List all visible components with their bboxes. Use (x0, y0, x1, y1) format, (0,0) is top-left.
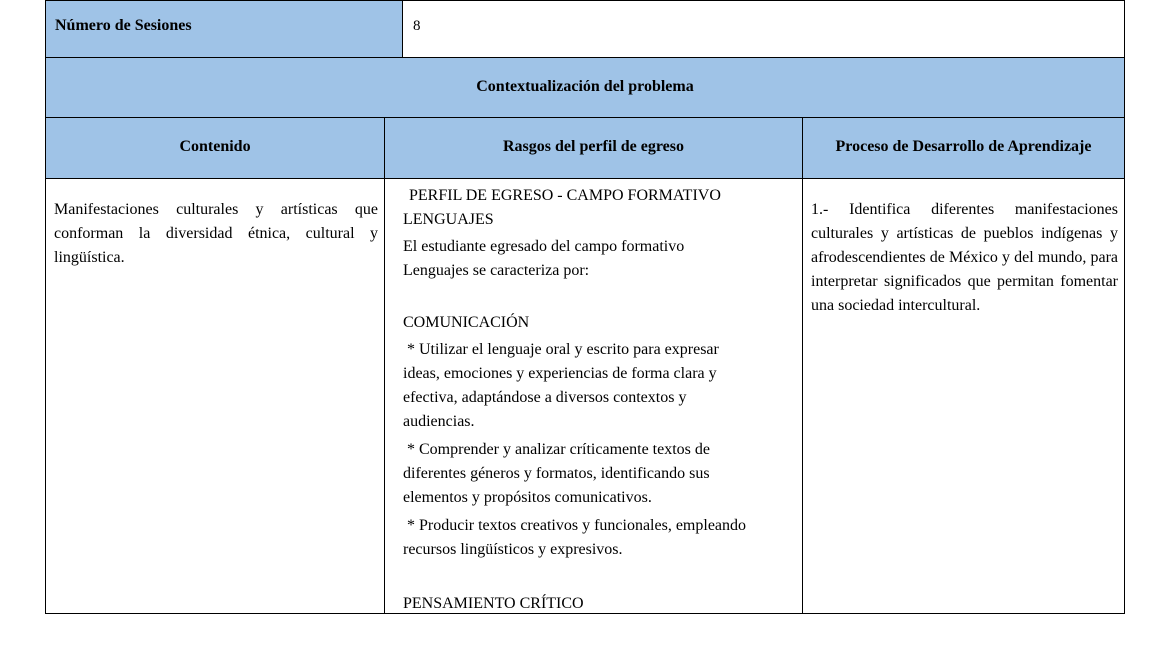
bullet3-line2: recursos lingüísticos y expresivos. (403, 541, 623, 558)
contenido-cell (46, 179, 384, 614)
section-title: Contextualización del problema (46, 58, 1124, 118)
sessions-label: Número de Sesiones (46, 1, 402, 58)
section-title-row (45, 58, 1125, 118)
rasgos-intro-line2: Lenguajes se caracteriza por: (403, 262, 590, 279)
sessions-row (45, 0, 1125, 58)
contenido-text: Manifestaciones culturales y artísticas que conforman la diversidad étnica, cultural y lingüística. (54, 201, 378, 266)
comunicacion-title: COMUNICACIÓN (403, 314, 530, 331)
header-row (45, 118, 1125, 179)
bullet1-line2: ideas, emociones y experiencias de forma clara y (403, 365, 717, 382)
header-rasgos: Rasgos del perfil de egreso (384, 118, 802, 179)
rasgos-heading-line1: PERFIL DE EGRESO - CAMPO FORMATIVO (405, 187, 721, 204)
header-contenido: Contenido (46, 118, 384, 179)
sessions-value: 8 (402, 1, 1124, 58)
bullet2-line1: * Comprender y analizar críticamente textos de (403, 441, 710, 458)
rasgos-heading-line2: LENGUAJES (403, 211, 494, 228)
rasgos-cell (384, 179, 802, 614)
proceso-cell (802, 179, 1124, 614)
bullet2-line3: elementos y propósitos comunicativos. (403, 489, 652, 506)
bullet3-line1: * Producir textos creativos y funcionales, empleando (403, 517, 747, 534)
proceso-text: 1.- Identifica diferentes manifestaciones culturales y artísticas de pueblos indígenas y afrodescendientes de México y del mundo, para interpretar significados que permitan fomentar una sociedad intercultural. (811, 201, 1118, 314)
bullet2-line2: diferentes géneros y formatos, identificando sus (403, 465, 710, 482)
pensamiento-critico-title: PENSAMIENTO CRÍTICO (403, 595, 584, 612)
body-row (45, 179, 1125, 614)
bullet1-line1: * Utilizar el lenguaje oral y escrito para expresar (403, 341, 719, 358)
bullet1-line4: audiencias. (403, 413, 475, 430)
rasgos-intro-line1: El estudiante egresado del campo formativo (403, 238, 685, 255)
bullet1-line3: efectiva, adaptándose a diversos contextos y (403, 389, 687, 406)
header-proceso: Proceso de Desarrollo de Aprendizaje (802, 118, 1124, 179)
planning-table (45, 0, 1125, 614)
